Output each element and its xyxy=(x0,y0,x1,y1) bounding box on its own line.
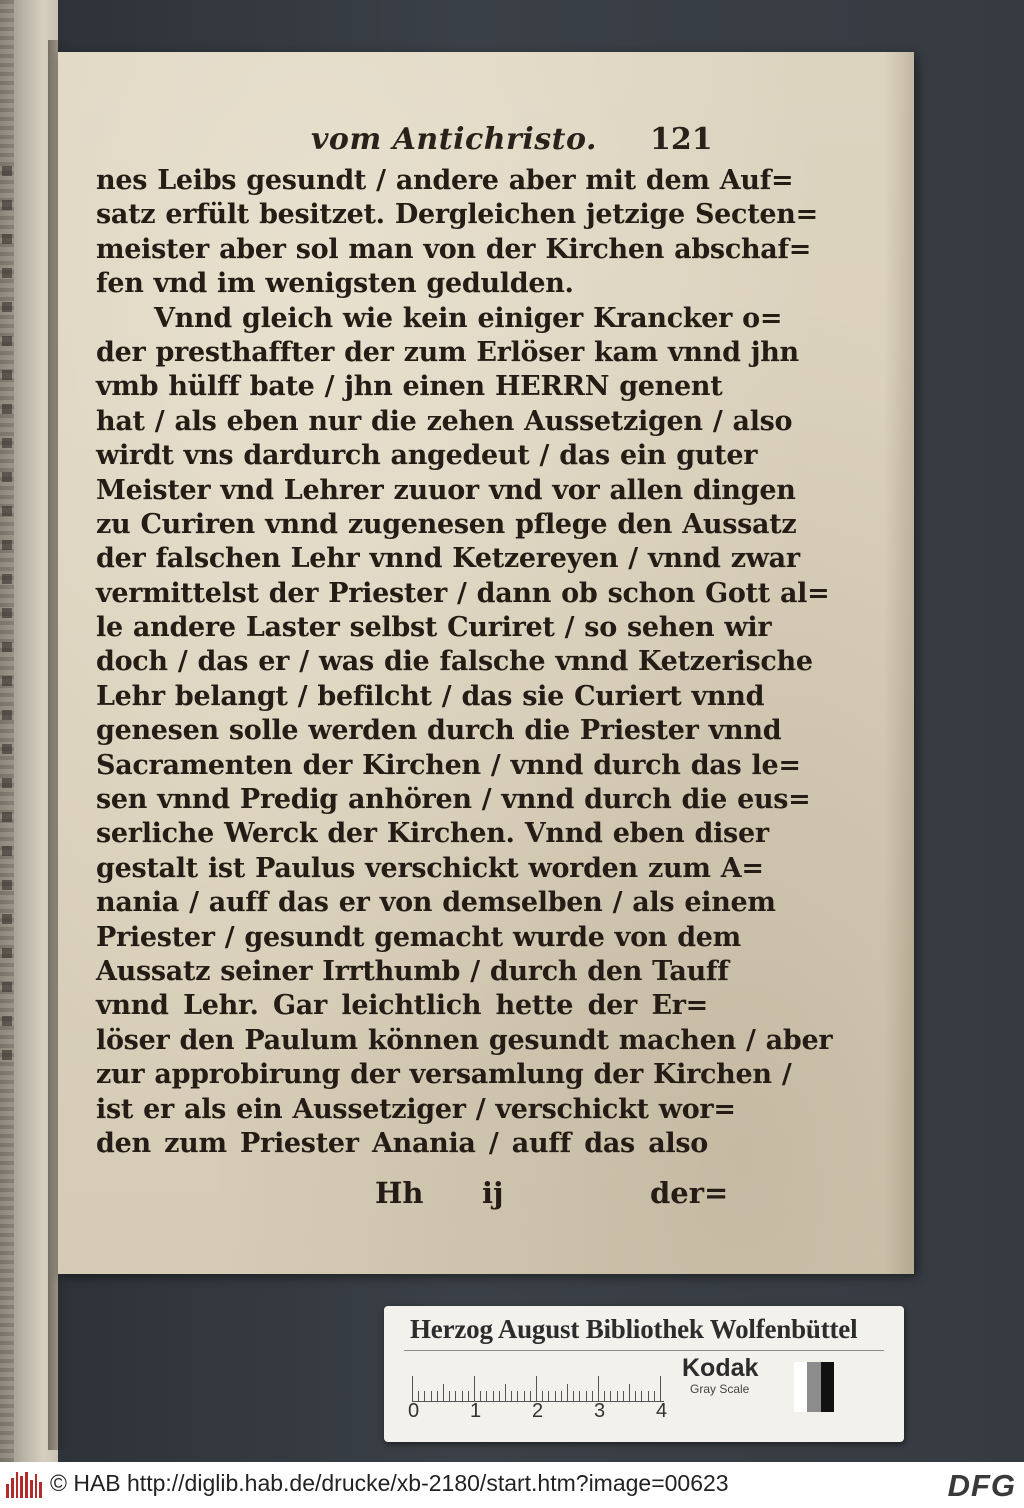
text-line: wirdt vns dardurch angedeut / das ein guter xyxy=(96,440,758,472)
logo-bar xyxy=(20,1476,23,1498)
ruler-tick xyxy=(536,1376,537,1402)
signature-number: ij xyxy=(482,1176,504,1210)
text-line: Sacramenten der Kirchen / vnnd durch das le= xyxy=(96,749,801,781)
text-line: sen vnnd Predig anhören / vnnd durch die eus= xyxy=(96,784,811,816)
text-line: Lehr belangt / befilcht / das sie Curiert vnnd xyxy=(96,680,765,712)
logo-bar xyxy=(35,1474,38,1498)
gray-patch xyxy=(807,1362,820,1412)
ruler-tick xyxy=(641,1391,642,1402)
ruler-tick xyxy=(431,1391,432,1402)
ruler-tick xyxy=(424,1391,425,1402)
ruler-tick xyxy=(455,1391,456,1402)
footer-copyright-url[interactable]: © HAB http://diglib.hab.de/drucke/xb-2180/start.htm?image=00623 xyxy=(50,1470,729,1496)
logo-bar xyxy=(6,1484,9,1498)
dfg-logo: DFG xyxy=(947,1468,1016,1503)
running-head-title: vom Antichristo. xyxy=(311,122,597,157)
ruler-tick xyxy=(555,1391,556,1402)
gray-scale-label: Gray Scale xyxy=(690,1382,750,1396)
ruler-tick xyxy=(592,1391,593,1402)
gray-patch xyxy=(794,1362,807,1412)
text-line: fen vnd im wenigsten gedulden. xyxy=(96,268,574,300)
ruler-tick xyxy=(486,1391,487,1402)
divider xyxy=(404,1350,884,1351)
text-line: der presthaffter der zum Erlöser kam vnnd jhn xyxy=(96,336,799,368)
text-line: satz erfült besitzet. Dergleichen jetzige Secten= xyxy=(96,199,818,231)
gray-patch xyxy=(821,1362,834,1412)
ruler-tick xyxy=(449,1391,450,1402)
text-line: der falschen Lehr vnnd Ketzereyen / vnnd zwar xyxy=(96,543,800,575)
ruler-tick xyxy=(493,1391,494,1402)
logo-bar xyxy=(39,1482,42,1498)
text-line: le andere Laster selbst Curiret / so sehen wir xyxy=(96,612,772,644)
text-line: ist er als ein Aussetziger / verschickt wor= xyxy=(96,1093,736,1125)
ruler-tick xyxy=(573,1391,574,1402)
ruler-tick xyxy=(648,1391,649,1402)
color-control-bar xyxy=(384,1306,904,1442)
measurement-ruler xyxy=(412,1358,664,1402)
text-line: zu Curiren vnnd zugenesen pflege den Aussatz xyxy=(96,508,797,540)
logo-bar xyxy=(30,1480,33,1498)
logo-bar xyxy=(11,1478,14,1498)
ruler-tick xyxy=(524,1391,525,1402)
logo-bar xyxy=(25,1472,28,1498)
text-line: Meister vnd Lehrer zuuor vnd vor allen dingen xyxy=(96,474,796,506)
ruler-tick xyxy=(660,1376,661,1402)
book-page xyxy=(58,52,914,1274)
ruler-tick xyxy=(610,1391,611,1402)
ruler-tick xyxy=(561,1391,562,1402)
ruler-tick xyxy=(462,1391,463,1402)
ruler-tick xyxy=(530,1391,531,1402)
footer xyxy=(0,1462,1024,1508)
signature-line xyxy=(58,1176,914,1220)
library-name: Herzog August Bibliothek Wolfenbüttel xyxy=(410,1314,858,1344)
ruler-tick xyxy=(586,1391,587,1402)
ruler-tick xyxy=(654,1391,655,1402)
ruler-tick xyxy=(505,1384,506,1402)
kodak-logo: Kodak xyxy=(682,1354,759,1382)
ruler-tick xyxy=(617,1391,618,1402)
ruler-tick xyxy=(499,1391,500,1402)
ruler-tick xyxy=(629,1384,630,1402)
text-line: genesen solle werden durch die Priester vnnd xyxy=(96,715,782,747)
ruler-number: 4 xyxy=(656,1400,668,1422)
text-line: doch / das er / was die falsche vnnd Ketzerische xyxy=(96,646,813,678)
text-line: zur approbirung der versamlung der Kirchen / xyxy=(96,1059,792,1091)
page-number: 121 xyxy=(650,122,713,157)
ruler-tick xyxy=(474,1376,475,1402)
text-line: Aussatz seiner Irrthumb / durch den Tauff xyxy=(96,955,729,987)
text-line: Priester / gesundt gemacht wurde von dem xyxy=(96,921,741,953)
ruler-tick xyxy=(468,1391,469,1402)
running-head xyxy=(58,122,914,162)
gray-scale-patches xyxy=(794,1362,834,1412)
text-line: vermittelst der Priester / dann ob schon Gott al= xyxy=(96,577,830,609)
catchword: der= xyxy=(650,1176,729,1210)
ruler-number: 1 xyxy=(470,1400,482,1422)
text-line: löser den Paulum können gesundt machen / aber xyxy=(96,1024,833,1056)
ruler-tick xyxy=(412,1376,413,1402)
text-line: vmb hülff bate / jhn einen HERRN genent xyxy=(96,371,723,403)
ruler-tick xyxy=(635,1391,636,1402)
ruler-tick xyxy=(443,1384,444,1402)
text-line: vnnd Lehr. Gar leichtlich hette der Er= xyxy=(96,990,708,1022)
text-line: hat / als eben nur die zehen Aussetzigen / also xyxy=(96,405,793,437)
text-line: nania / auff das er von demselben / als einem xyxy=(96,887,776,919)
ruler-tick xyxy=(579,1391,580,1402)
hab-logo-icon xyxy=(6,1472,42,1498)
ruler-tick xyxy=(548,1391,549,1402)
body-text xyxy=(96,164,833,1161)
ruler-tick xyxy=(567,1384,568,1402)
ruler-number: 2 xyxy=(532,1400,544,1422)
ruler-number: 0 xyxy=(408,1400,420,1422)
ruler-tick xyxy=(511,1391,512,1402)
logo-bar xyxy=(16,1472,19,1498)
text-line: serliche Werck der Kirchen. Vnnd eben diser xyxy=(96,818,769,850)
ruler-tick xyxy=(623,1391,624,1402)
text-line: nes Leibs gesundt / andere aber mit dem Auf= xyxy=(96,165,794,196)
text-line: gestalt ist Paulus verschickt worden zum A= xyxy=(96,852,764,884)
ruler-tick xyxy=(517,1391,518,1402)
page-edge-marks xyxy=(2,160,12,1060)
text-line: meister aber sol man von der Kirchen abschaf= xyxy=(96,233,812,265)
ruler-tick xyxy=(437,1391,438,1402)
signature-mark: Hh xyxy=(375,1176,424,1210)
text-line: Vnnd gleich wie kein einiger Krancker o= xyxy=(154,302,783,334)
ruler-number: 3 xyxy=(594,1400,606,1422)
ruler-tick xyxy=(598,1376,599,1402)
text-line: den zum Priester Anania / auff das also xyxy=(96,1127,708,1159)
